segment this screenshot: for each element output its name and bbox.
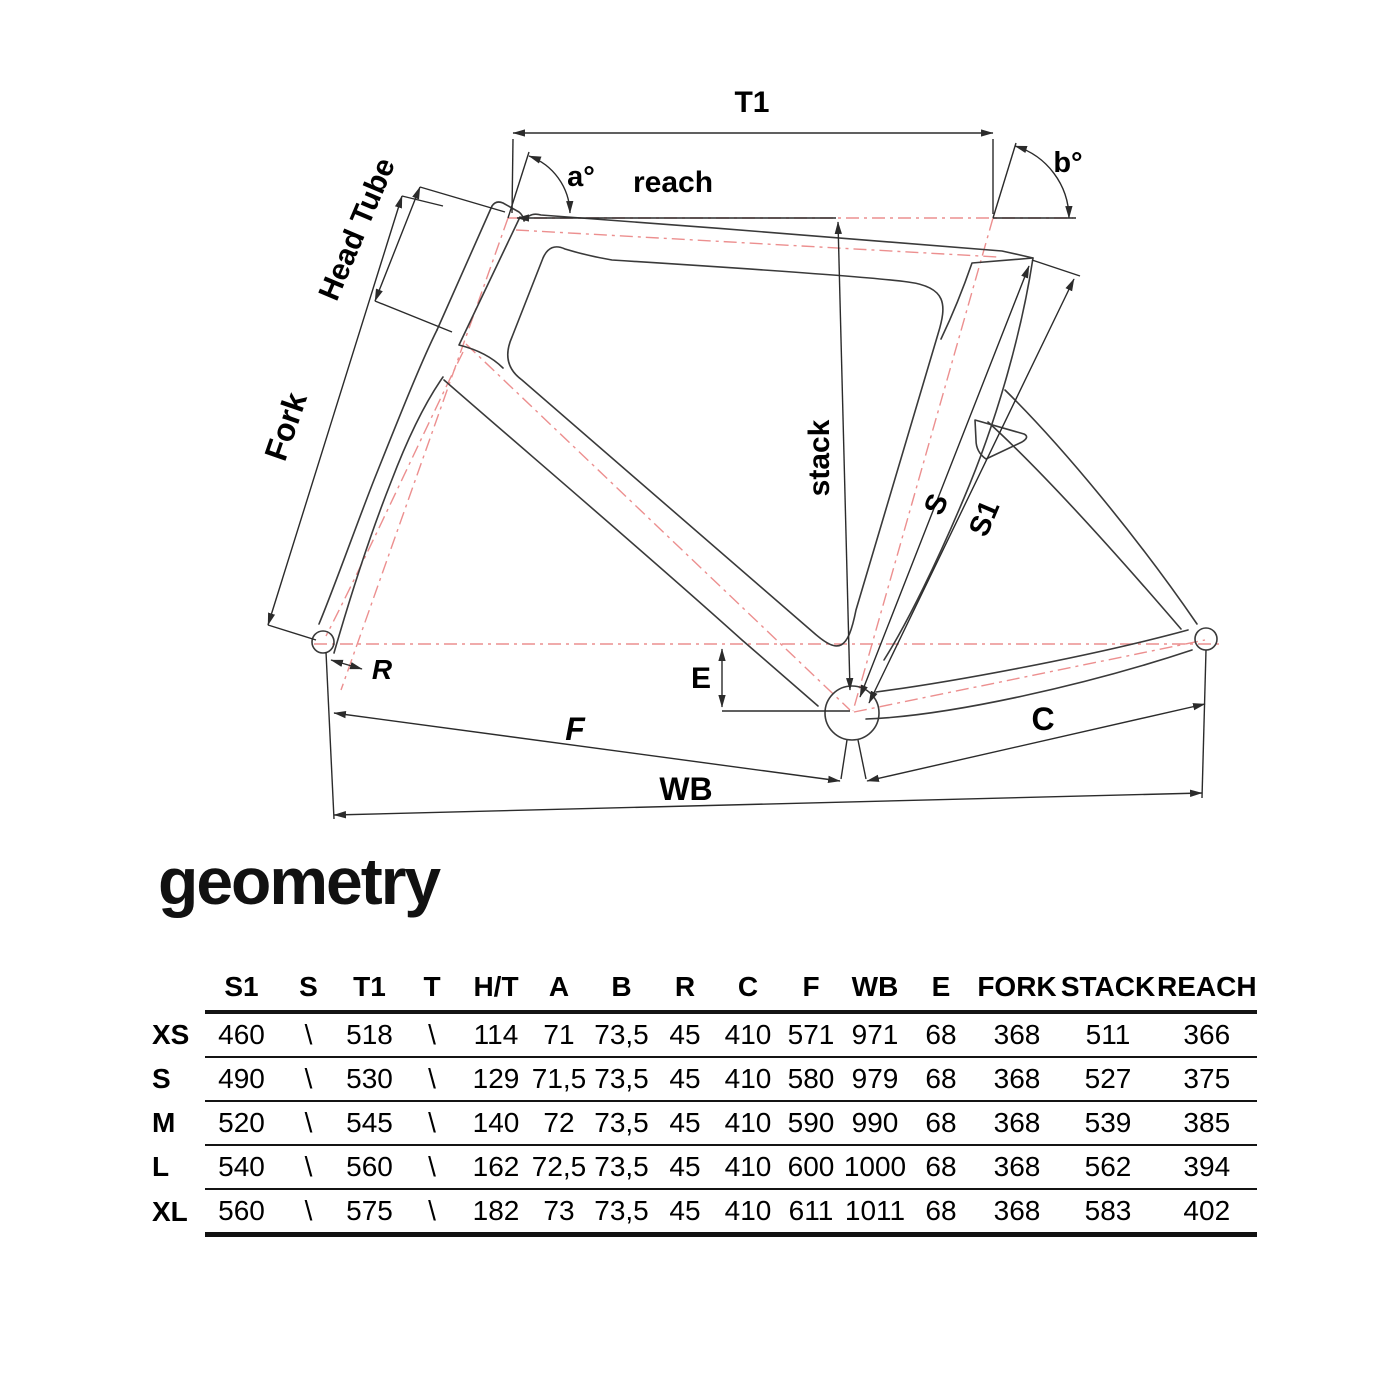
ref-fork-center xyxy=(326,352,463,636)
cell-l-s: \ xyxy=(278,1145,339,1189)
cell-xl-stack: 583 xyxy=(1059,1189,1157,1235)
dim-ext-bb-right xyxy=(858,740,866,779)
cell-s-t1: 530 xyxy=(339,1057,400,1101)
cell-m-s1: 520 xyxy=(205,1101,278,1145)
frame-outline xyxy=(312,202,1217,740)
cell-xl-reach: 402 xyxy=(1157,1189,1257,1235)
cell-m-stack: 539 xyxy=(1059,1101,1157,1145)
dim-stack-line xyxy=(838,222,850,690)
cell-s-f: 580 xyxy=(779,1057,843,1101)
cell-s-reach: 375 xyxy=(1157,1057,1257,1101)
cell-xl-wb: 1011 xyxy=(843,1189,907,1235)
dim-ext-front-axle xyxy=(326,652,334,819)
label-r: R xyxy=(371,654,393,685)
table-row-l xyxy=(150,1145,1257,1189)
cell-s-e: 68 xyxy=(907,1057,975,1101)
size-label-xl: XL xyxy=(152,1195,188,1227)
dim-head-tube-tick-top xyxy=(420,187,505,212)
size-label-l: L xyxy=(152,1151,170,1182)
col-header-s: S xyxy=(278,964,339,1012)
cell-xs-wb: 971 xyxy=(843,1012,907,1057)
cell-s-t: \ xyxy=(400,1057,464,1101)
cell-xs-r: 45 xyxy=(653,1012,717,1057)
cell-m-c: 410 xyxy=(717,1101,779,1145)
cell-l-e: 68 xyxy=(907,1145,975,1189)
cell-xl-fork: 368 xyxy=(975,1189,1059,1235)
cell-s-b: 73,5 xyxy=(590,1057,653,1101)
cell-xl-b: 73,5 xyxy=(590,1189,653,1235)
reference-centerlines xyxy=(314,218,1220,712)
cell-s-wb: 979 xyxy=(843,1057,907,1101)
seat-stay-outer-edge xyxy=(1005,390,1197,624)
cell-m-reach: 385 xyxy=(1157,1101,1257,1145)
label-s: S xyxy=(918,489,956,520)
col-header-s1: S1 xyxy=(205,964,278,1012)
cell-m-s: \ xyxy=(278,1101,339,1145)
ref-seat-tube xyxy=(853,218,993,711)
cell-m-b: 73,5 xyxy=(590,1101,653,1145)
dim-s1-tick xyxy=(1032,260,1080,276)
cell-s-a: 71,5 xyxy=(528,1057,590,1101)
cell-xl-s: \ xyxy=(278,1189,339,1235)
table-row-s xyxy=(150,1057,1257,1101)
cell-l-fork: 368 xyxy=(975,1145,1059,1189)
page-title: geometry xyxy=(158,844,440,918)
cell-l-ht: 162 xyxy=(464,1145,528,1189)
chain-stay-top-edge xyxy=(876,630,1188,692)
label-wb: WB xyxy=(659,771,713,807)
chain-stay-bottom-edge xyxy=(866,650,1192,719)
cell-m-r: 45 xyxy=(653,1101,717,1145)
dim-fork-tick-bottom xyxy=(268,625,316,640)
geometry-table xyxy=(150,964,1257,1237)
label-c: C xyxy=(1031,701,1055,737)
label-s1: S1 xyxy=(963,495,1007,542)
cell-xs-c: 410 xyxy=(717,1012,779,1057)
cell-s-ht: 129 xyxy=(464,1057,528,1101)
label-head-tube: Head Tube xyxy=(312,153,402,306)
cell-xl-a: 73 xyxy=(528,1189,590,1235)
dim-s1-line xyxy=(869,279,1074,703)
cell-xl-t: \ xyxy=(400,1189,464,1235)
front-dropout xyxy=(312,631,334,653)
cell-l-stack: 562 xyxy=(1059,1145,1157,1189)
cell-xs-f: 571 xyxy=(779,1012,843,1057)
cell-xs-b: 73,5 xyxy=(590,1012,653,1057)
fork-front-edge xyxy=(319,330,437,624)
label-reach: reach xyxy=(632,166,714,199)
cell-xl-t1: 575 xyxy=(339,1189,400,1235)
table-row-xs xyxy=(150,1012,1257,1057)
cell-s-s: \ xyxy=(278,1057,339,1101)
cell-xs-stack: 511 xyxy=(1059,1012,1157,1057)
dim-ext-bb-left xyxy=(841,740,847,779)
col-header-fork: FORK xyxy=(975,964,1059,1012)
dim-wb-line xyxy=(334,793,1202,815)
cell-xl-e: 68 xyxy=(907,1189,975,1235)
down-tube-bottom-edge xyxy=(444,380,818,706)
cell-xl-c: 410 xyxy=(717,1189,779,1235)
col-header-r: R xyxy=(653,964,717,1012)
ref-top-tube xyxy=(516,230,998,257)
label-t1: T1 xyxy=(734,86,770,119)
cell-xl-f: 611 xyxy=(779,1189,843,1235)
cell-m-f: 590 xyxy=(779,1101,843,1145)
cell-s-fork: 368 xyxy=(975,1057,1059,1101)
ref-steering-axis xyxy=(341,218,508,690)
cell-l-wb: 1000 xyxy=(843,1145,907,1189)
col-header-a: A xyxy=(528,964,590,1012)
seat-stay-inner-edge xyxy=(988,422,1181,629)
dim-fork-tick-top xyxy=(402,196,443,206)
cell-s-r: 45 xyxy=(653,1057,717,1101)
cell-l-s1: 540 xyxy=(205,1145,278,1189)
cell-xl-r: 45 xyxy=(653,1189,717,1235)
cell-l-c: 410 xyxy=(717,1145,779,1189)
cell-xs-s: \ xyxy=(278,1012,339,1057)
col-header-c: C xyxy=(717,964,779,1012)
col-header-wb: WB xyxy=(843,964,907,1012)
cell-m-t1: 545 xyxy=(339,1101,400,1145)
cell-m-ht: 140 xyxy=(464,1101,528,1145)
col-header-f: F xyxy=(779,964,843,1012)
bottom-bracket xyxy=(825,686,879,740)
cell-m-fork: 368 xyxy=(975,1101,1059,1145)
size-label-s: S xyxy=(152,1063,171,1094)
cell-l-t: \ xyxy=(400,1145,464,1189)
cell-xs-t: \ xyxy=(400,1012,464,1057)
col-header-ht: H/T xyxy=(464,964,528,1012)
dim-rake-line xyxy=(331,660,362,669)
table-header-row xyxy=(150,964,1257,1012)
col-header-stack: STACK xyxy=(1059,964,1157,1012)
size-label-xs: XS xyxy=(152,1018,190,1050)
size-label-m: M xyxy=(152,1107,176,1138)
cell-s-stack: 527 xyxy=(1059,1057,1157,1101)
col-header-b: B xyxy=(590,964,653,1012)
header-corner xyxy=(150,964,205,1012)
cell-l-t1: 560 xyxy=(339,1145,400,1189)
dim-angle-a-arc xyxy=(529,156,570,213)
cell-m-wb: 990 xyxy=(843,1101,907,1145)
table-row-xl xyxy=(150,1189,1257,1235)
cell-xl-ht: 182 xyxy=(464,1189,528,1235)
cell-l-f: 600 xyxy=(779,1145,843,1189)
ref-down-tube xyxy=(466,344,850,710)
cell-xs-e: 68 xyxy=(907,1012,975,1057)
cell-xs-t1: 518 xyxy=(339,1012,400,1057)
dim-head-tube-tick-bottom xyxy=(375,301,452,332)
label-angle-b: b° xyxy=(1053,147,1083,179)
cell-xs-fork: 368 xyxy=(975,1012,1059,1057)
cell-xs-s1: 460 xyxy=(205,1012,278,1057)
cell-m-t: \ xyxy=(400,1101,464,1145)
cell-xs-reach: 366 xyxy=(1157,1012,1257,1057)
cell-l-reach: 394 xyxy=(1157,1145,1257,1189)
dimension-lines xyxy=(268,133,1206,819)
frame-top-silhouette xyxy=(437,202,1033,660)
cell-m-a: 72 xyxy=(528,1101,590,1145)
ref-chain-stay xyxy=(854,640,1205,712)
label-stack: stack xyxy=(803,419,836,497)
label-e: E xyxy=(690,662,712,695)
dim-angle-a-ray xyxy=(508,152,529,218)
label-angle-a: a° xyxy=(567,161,595,193)
col-header-t: T xyxy=(400,964,464,1012)
dim-angle-b-ray xyxy=(993,143,1016,218)
cell-xs-ht: 114 xyxy=(464,1012,528,1057)
col-header-reach: REACH xyxy=(1157,964,1257,1012)
seat-cluster-gusset xyxy=(975,420,1027,459)
cell-l-r: 45 xyxy=(653,1145,717,1189)
col-header-e: E xyxy=(907,964,975,1012)
cell-xl-s1: 560 xyxy=(205,1189,278,1235)
cell-m-e: 68 xyxy=(907,1101,975,1145)
cell-s-c: 410 xyxy=(717,1057,779,1101)
rear-dropout xyxy=(1195,628,1217,650)
cell-l-b: 73,5 xyxy=(590,1145,653,1189)
cell-xs-a: 71 xyxy=(528,1012,590,1057)
cell-s-s1: 490 xyxy=(205,1057,278,1101)
dim-f-line xyxy=(334,713,840,781)
dim-ext-rear-axle xyxy=(1202,650,1206,798)
label-f: F xyxy=(565,711,585,747)
fork-rear-edge xyxy=(334,377,443,653)
cell-l-a: 72,5 xyxy=(528,1145,590,1189)
label-fork: Fork xyxy=(257,387,314,466)
col-header-t1: T1 xyxy=(339,964,400,1012)
table-row-m xyxy=(150,1101,1257,1145)
